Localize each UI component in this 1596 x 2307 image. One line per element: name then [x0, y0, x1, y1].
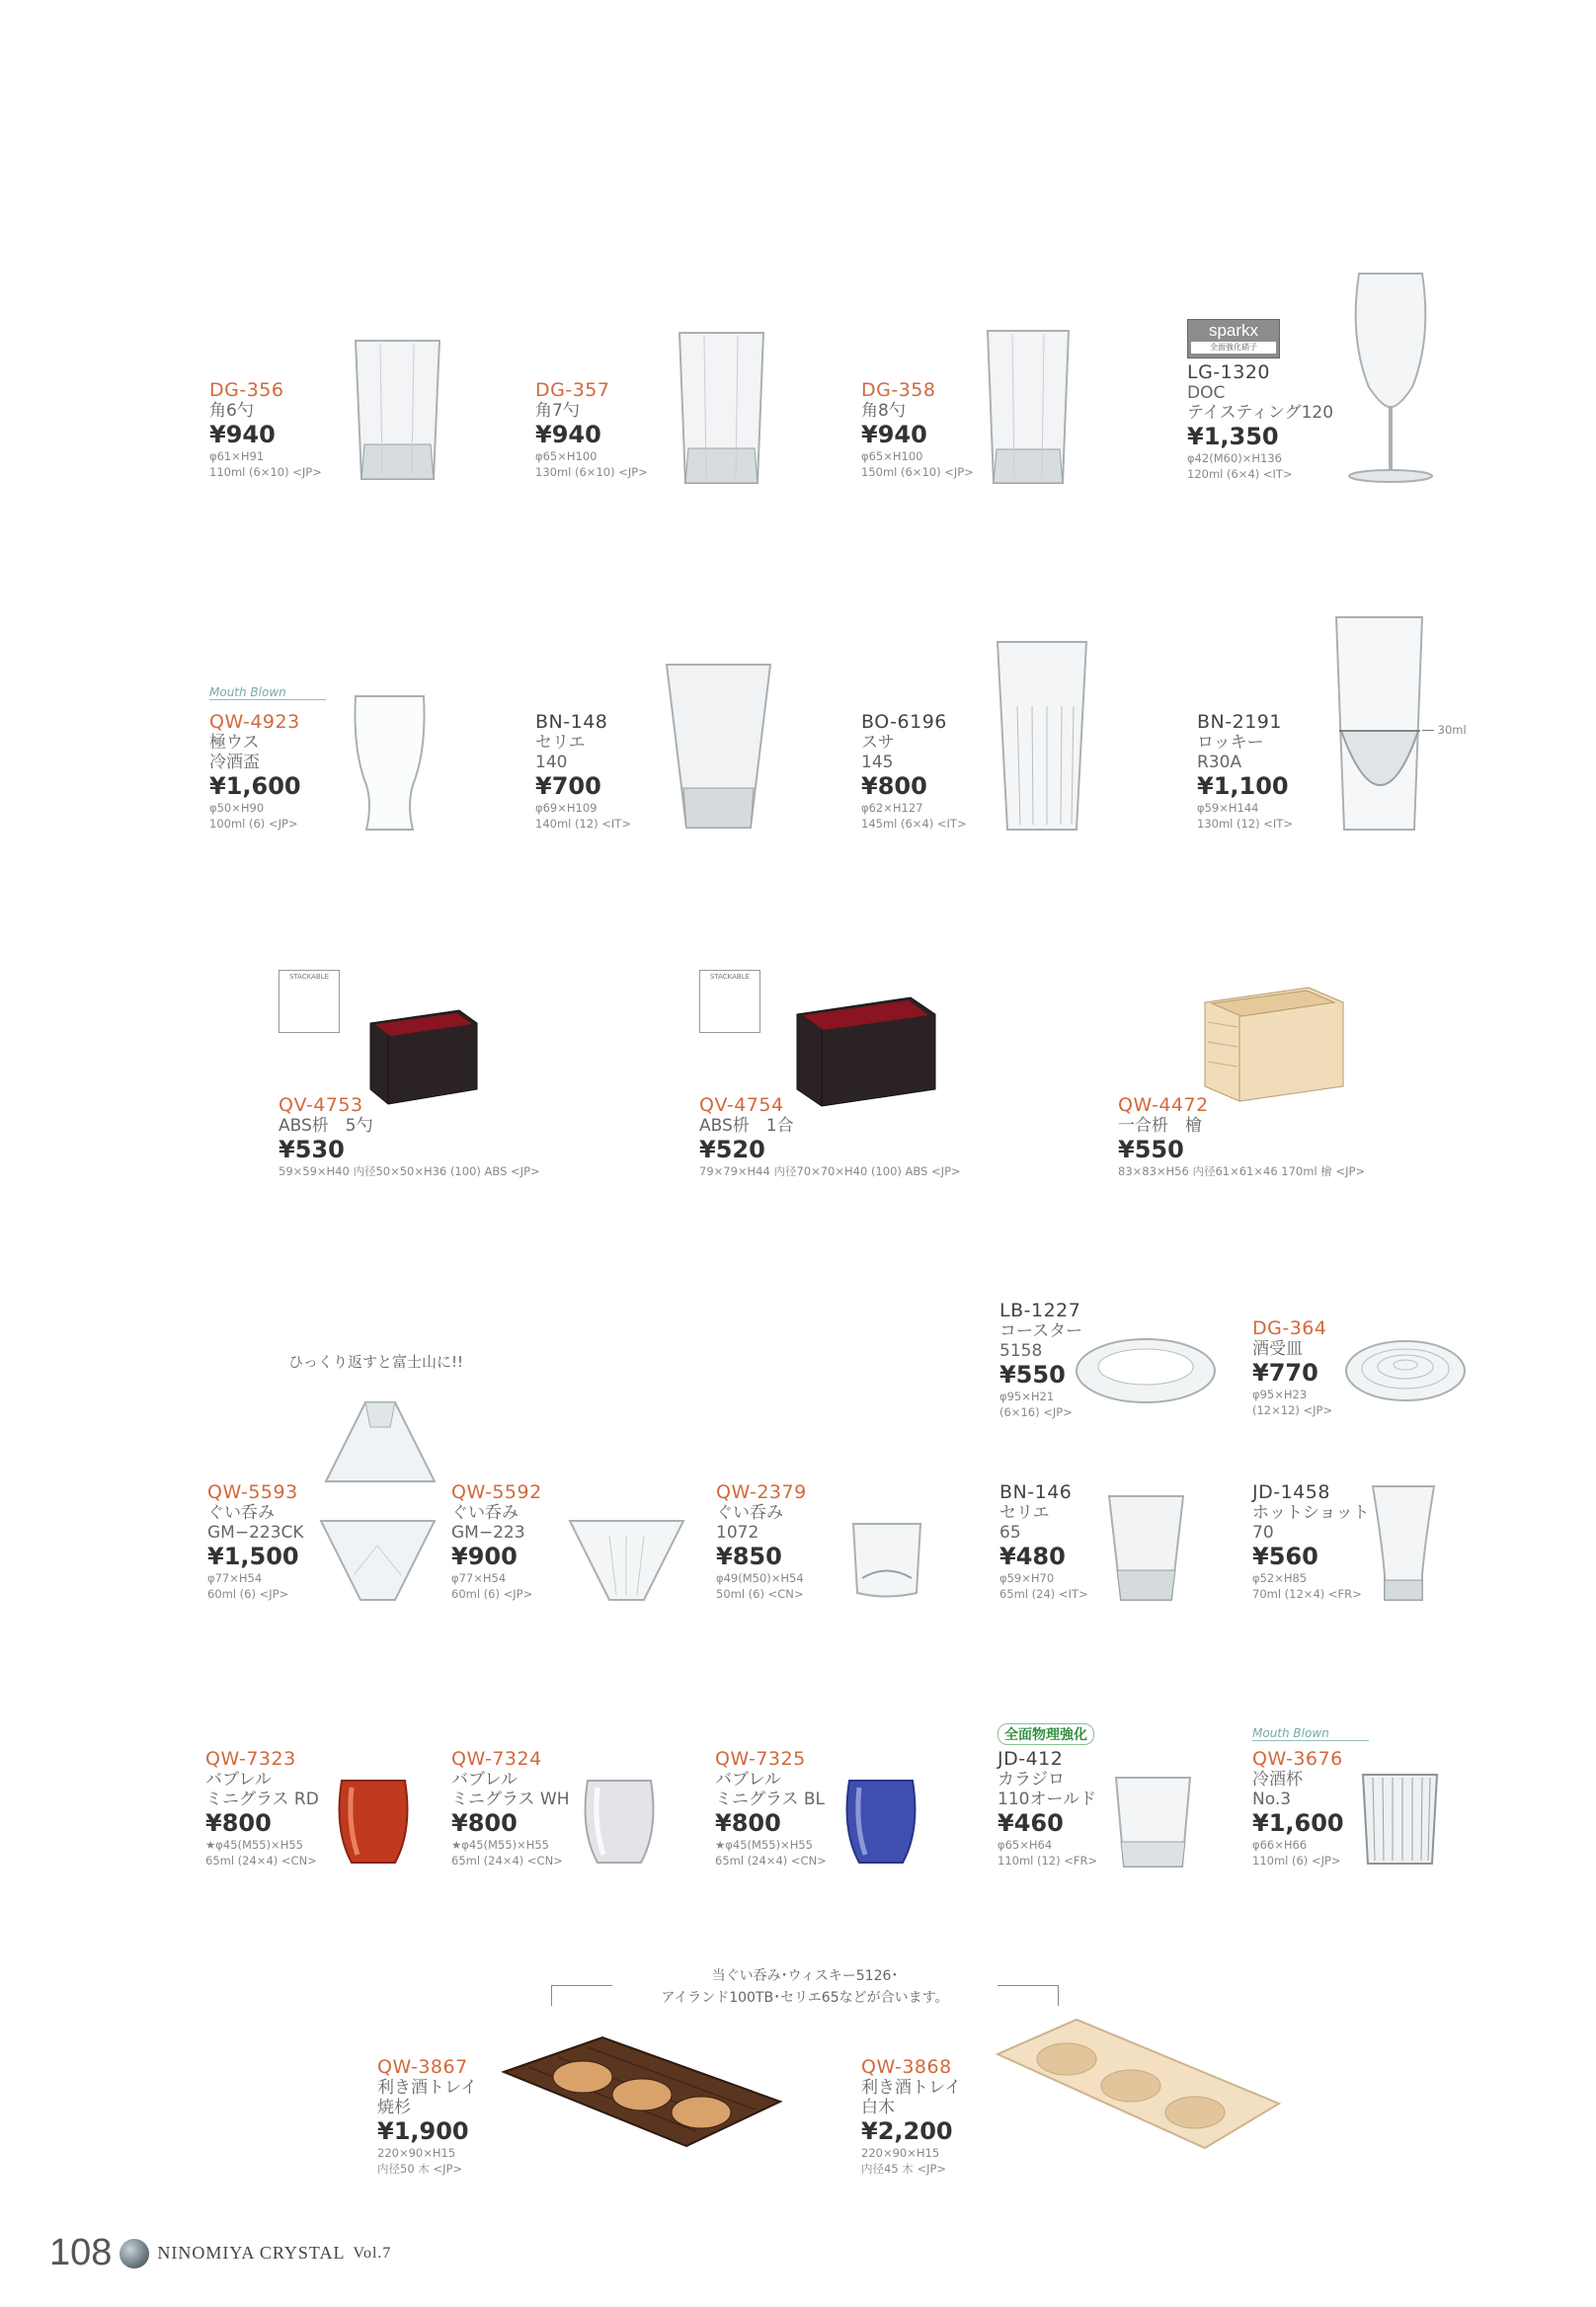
product-material: 内径50 木 <JP> — [377, 2162, 463, 2176]
fuji-caption: ひっくり返すと富士山に!! — [288, 1353, 464, 1371]
product-capacity: 150ml (6×10) <JP> — [861, 465, 974, 479]
product-price: ¥700 — [535, 772, 601, 800]
tray-qw-3868-white-wood-image — [993, 2010, 1284, 2158]
glass-dg-357-image — [675, 328, 768, 488]
globe-icon — [120, 2239, 149, 2268]
product-code: QW-3676 — [1252, 1748, 1343, 1770]
product-capacity: 130ml (6×10) <JP> — [535, 465, 648, 479]
product-name: 酒受皿 — [1252, 1339, 1303, 1359]
product-size: φ65×H64 — [998, 1838, 1053, 1852]
product-price: ¥800 — [451, 1809, 518, 1837]
product-code: QW-4923 — [209, 711, 300, 733]
product-name: コースター — [999, 1321, 1083, 1341]
product-name-2: 冷酒盃 — [209, 753, 260, 772]
product-size: φ65×H100 — [535, 449, 598, 463]
product-price: ¥560 — [1252, 1543, 1318, 1570]
product-jd-1458 — [1252, 1481, 1370, 1602]
glass-qw-3676-image — [1358, 1770, 1442, 1869]
product-size: φ61×H91 — [209, 449, 265, 463]
product-name: ロッキー — [1197, 733, 1264, 753]
product-name-2: R30A — [1197, 753, 1242, 772]
product-lb-1227 — [999, 1300, 1082, 1420]
measure-line-30ml — [1422, 722, 1467, 738]
product-name: バブレル — [715, 1770, 781, 1790]
product-capacity: 70ml (12×4) <FR> — [1252, 1587, 1362, 1601]
product-name-2: 焼杉 — [377, 2098, 411, 2117]
product-bn-146 — [999, 1481, 1088, 1602]
product-price: ¥550 — [999, 1361, 1066, 1389]
glass-bn-2191-image — [1331, 612, 1430, 835]
glass-dg-358-image — [983, 326, 1074, 488]
product-size: ★φ45(M55)×H55 — [205, 1838, 303, 1852]
product-bo-6196 — [861, 711, 967, 832]
product-name: バブレル — [205, 1770, 272, 1790]
product-capacity: 65ml (24×4) <CN> — [715, 1854, 827, 1868]
product-price: ¥800 — [861, 772, 927, 800]
tray-note — [612, 1965, 998, 2009]
product-name-2: 140 — [535, 753, 568, 772]
glass-dg-356-image — [351, 336, 444, 484]
product-qw-3867 — [377, 2056, 477, 2177]
product-price: ¥2,200 — [861, 2117, 953, 2145]
glass-qw-7325-blue-image — [841, 1776, 920, 1869]
product-material: 内径45 木 <JP> — [861, 2162, 947, 2176]
product-spec: 79×79×H44 内径70×70×H40 (100) ABS <JP> — [699, 1164, 961, 1178]
product-size: φ66×H66 — [1252, 1838, 1308, 1852]
product-name: 一合枡 檜 — [1118, 1116, 1202, 1136]
product-code: BN-146 — [999, 1481, 1073, 1503]
product-name: バブレル — [451, 1770, 518, 1790]
product-code: QW-7325 — [715, 1748, 806, 1770]
product-name-2: ミニグラス RD — [205, 1790, 319, 1809]
product-dg-357 — [535, 379, 648, 480]
product-size: 220×90×H15 — [377, 2146, 456, 2160]
product-name-2: 65 — [999, 1523, 1021, 1543]
product-name: 角8勺 — [861, 401, 906, 421]
guinomi-qw-2379-image — [847, 1519, 926, 1603]
product-price: ¥530 — [279, 1136, 345, 1163]
product-name-2: No.3 — [1252, 1790, 1292, 1809]
product-code: LG-1320 — [1187, 361, 1271, 383]
product-size: φ65×H100 — [861, 449, 923, 463]
product-price: ¥940 — [861, 421, 927, 448]
tempered-badge: 全面物理強化 — [998, 1723, 1094, 1745]
product-lg-1320 — [1187, 361, 1333, 482]
product-name: ぐい呑み — [451, 1503, 519, 1523]
sparkx-sub: 全面強化硝子 — [1191, 342, 1276, 354]
product-capacity: 130ml (12) <IT> — [1197, 817, 1293, 831]
page-number: 108 — [49, 2232, 113, 2273]
product-capacity: 60ml (6) <JP> — [451, 1587, 533, 1601]
product-code: JD-412 — [998, 1748, 1064, 1770]
product-qw-2379 — [716, 1481, 807, 1602]
product-name: セリエ — [535, 733, 586, 753]
product-qw-4472 — [1118, 1094, 1365, 1179]
sparkx-logo — [1187, 319, 1280, 358]
product-capacity: 120ml (6×4) <IT> — [1187, 467, 1293, 481]
saucer-dg-364-image — [1341, 1333, 1470, 1412]
glass-bo-6196-image — [993, 637, 1091, 835]
product-code: DG-364 — [1252, 1317, 1327, 1339]
product-name: スサ — [861, 733, 895, 753]
product-name-2: 5158 — [999, 1341, 1043, 1361]
product-qw-7323 — [205, 1748, 319, 1869]
product-capacity: 100ml (6) <JP> — [209, 817, 298, 831]
product-code: DG-357 — [535, 379, 610, 401]
product-price: ¥1,100 — [1197, 772, 1289, 800]
product-size: φ62×H127 — [861, 801, 923, 815]
product-price: ¥480 — [999, 1543, 1066, 1570]
product-price: ¥1,900 — [377, 2117, 469, 2145]
product-code: QW-2379 — [716, 1481, 807, 1503]
product-capacity: 145ml (6×4) <IT> — [861, 817, 967, 831]
product-price: ¥850 — [716, 1543, 782, 1570]
masu-qw-4472-image — [1200, 983, 1348, 1106]
product-name-2: テイスティング120 — [1187, 403, 1334, 423]
mouth-blown-label: Mouth Blown — [209, 685, 326, 700]
product-name: ホットショット — [1252, 1503, 1370, 1523]
product-name: ぐい呑み — [716, 1503, 783, 1523]
product-size: ★φ45(M55)×H55 — [715, 1838, 813, 1852]
product-code: QW-5592 — [451, 1481, 542, 1503]
product-price: ¥460 — [998, 1809, 1064, 1837]
product-capacity: 110ml (12) <FR> — [998, 1854, 1098, 1868]
product-capacity: (6×16) <JP> — [999, 1405, 1073, 1419]
product-capacity: (12×12) <JP> — [1252, 1403, 1333, 1417]
glass-lg-1320-image — [1341, 269, 1440, 488]
product-size: φ52×H85 — [1252, 1571, 1308, 1585]
product-price: ¥1,600 — [209, 772, 301, 800]
product-capacity: 140ml (12) <IT> — [535, 817, 631, 831]
glass-qw-7324-white-image — [580, 1776, 659, 1869]
product-size: ★φ45(M55)×H55 — [451, 1838, 549, 1852]
product-name: カラジロ — [998, 1770, 1065, 1790]
glass-jd-412-image — [1111, 1773, 1195, 1871]
product-name-2: GM−223 — [451, 1523, 525, 1543]
product-name: 利き酒トレイ — [861, 2078, 962, 2098]
product-size: φ95×H21 — [999, 1390, 1055, 1403]
guinomi-qw-5593-image — [316, 1516, 439, 1605]
product-size: φ59×H144 — [1197, 801, 1259, 815]
product-name-2: GM−223CK — [207, 1523, 304, 1543]
product-capacity: 110ml (6) <JP> — [1252, 1854, 1341, 1868]
product-code: BO-6196 — [861, 711, 947, 733]
product-code: JD-1458 — [1252, 1481, 1330, 1503]
tray-qw-3867-charred-image — [499, 2032, 785, 2151]
stackable-icon — [699, 970, 760, 1033]
product-capacity: 65ml (24) <IT> — [999, 1587, 1088, 1601]
product-code: QV-4754 — [699, 1094, 784, 1116]
masu-qv-4754-image — [792, 993, 940, 1111]
product-name: ABS枡 1合 — [699, 1116, 794, 1136]
product-size: φ69×H109 — [535, 801, 598, 815]
product-price: ¥800 — [205, 1809, 272, 1837]
product-name: 角7勺 — [535, 401, 580, 421]
product-capacity: 65ml (24×4) <CN> — [205, 1854, 317, 1868]
sparkx-brand: sparkx — [1208, 321, 1259, 340]
product-code: BN-148 — [535, 711, 608, 733]
product-price: ¥800 — [715, 1809, 781, 1837]
guinomi-fuji-inverted-image — [321, 1397, 439, 1486]
product-capacity: 110ml (6×10) <JP> — [209, 465, 322, 479]
product-qw-5592 — [451, 1481, 542, 1602]
product-name-2: 110オールド — [998, 1790, 1097, 1809]
product-price: ¥900 — [451, 1543, 518, 1570]
product-price: ¥1,600 — [1252, 1809, 1344, 1837]
product-name-2: ミニグラス WH — [451, 1790, 570, 1809]
product-name: セリエ — [999, 1503, 1050, 1523]
product-name: 極ウス — [209, 733, 260, 753]
product-price: ¥940 — [535, 421, 601, 448]
product-name: 角6勺 — [209, 401, 254, 421]
product-price: ¥1,350 — [1187, 423, 1279, 450]
page-footer — [49, 2232, 391, 2274]
product-spec: 59×59×H40 内径50×50×H36 (100) ABS <JP> — [279, 1164, 540, 1178]
product-code: DG-358 — [861, 379, 936, 401]
brand-name: NINOMIYA CRYSTAL — [157, 2243, 346, 2263]
tray-note-line-1: 当ぐい呑み･ウィスキー5126･ — [711, 1968, 899, 1984]
product-name-2: 70 — [1252, 1523, 1274, 1543]
glass-bn-148-image — [662, 660, 775, 833]
product-capacity: 65ml (24×4) <CN> — [451, 1854, 563, 1868]
product-name: 冷酒杯 — [1252, 1770, 1303, 1790]
volume-label: Vol.7 — [353, 2244, 392, 2262]
product-capacity: 50ml (6) <CN> — [716, 1587, 804, 1601]
product-qw-5593 — [207, 1481, 304, 1602]
product-bn-2191 — [1197, 711, 1293, 832]
product-name-2: 145 — [861, 753, 894, 772]
product-code: DG-356 — [209, 379, 284, 401]
product-price: ¥550 — [1118, 1136, 1184, 1163]
product-name-2: 1072 — [716, 1523, 759, 1543]
product-qw-3868 — [861, 2056, 961, 2177]
product-qw-7324 — [451, 1748, 570, 1869]
product-capacity: 60ml (6) <JP> — [207, 1587, 289, 1601]
product-code: QW-7324 — [451, 1748, 542, 1770]
product-dg-356 — [209, 379, 322, 480]
product-name-2: ミニグラス BL — [715, 1790, 826, 1809]
product-bn-148 — [535, 711, 631, 832]
product-code: LB-1227 — [999, 1300, 1081, 1321]
product-qv-4754 — [699, 1094, 961, 1179]
product-code: QW-5593 — [207, 1481, 298, 1503]
product-price: ¥520 — [699, 1136, 765, 1163]
product-jd-412 — [998, 1748, 1097, 1869]
product-size: φ49(M50)×H54 — [716, 1571, 804, 1585]
product-code: QW-3868 — [861, 2056, 952, 2078]
product-size: φ77×H54 — [451, 1571, 507, 1585]
tray-note-line-2: アイランド100TB･セリエ65などが合います。 — [661, 1990, 949, 2006]
measure-label: 30ml — [1437, 723, 1467, 737]
product-qw-7325 — [715, 1748, 827, 1869]
product-size: φ77×H54 — [207, 1571, 263, 1585]
glass-qw-4923-image — [348, 691, 432, 835]
product-size: φ50×H90 — [209, 801, 265, 815]
product-code: QW-7323 — [205, 1748, 296, 1770]
stackable-label: STACKABLE — [288, 973, 330, 981]
coaster-lb-1227-image — [1072, 1333, 1220, 1412]
product-name: ぐい呑み — [207, 1503, 275, 1523]
product-price: ¥1,500 — [207, 1543, 299, 1570]
stackable-icon — [279, 970, 340, 1033]
product-spec: 83×83×H56 内径61×61×46 170ml 檜 <JP> — [1118, 1164, 1366, 1178]
product-dg-364 — [1252, 1317, 1332, 1418]
guinomi-qw-5592-image — [565, 1516, 688, 1605]
product-size: φ95×H23 — [1252, 1388, 1308, 1401]
product-name: ABS枡 5勺 — [279, 1116, 373, 1136]
product-dg-358 — [861, 379, 974, 480]
product-name: DOC — [1187, 383, 1226, 403]
product-price: ¥770 — [1252, 1359, 1318, 1387]
product-qw-3676 — [1252, 1748, 1344, 1869]
glass-qw-7323-red-image — [334, 1776, 413, 1869]
product-size: φ59×H70 — [999, 1571, 1055, 1585]
glass-bn-146-image — [1104, 1491, 1188, 1605]
product-qw-4923 — [209, 711, 301, 832]
stackable-label: STACKABLE — [709, 973, 751, 981]
product-code: QW-4472 — [1118, 1094, 1209, 1116]
product-size: φ42(M60)×H136 — [1187, 451, 1282, 465]
mouth-blown-label: Mouth Blown — [1252, 1726, 1369, 1741]
glass-jd-1458-image — [1368, 1481, 1439, 1605]
product-code: QV-4753 — [279, 1094, 363, 1116]
product-size: 220×90×H15 — [861, 2146, 940, 2160]
product-code: QW-3867 — [377, 2056, 468, 2078]
product-name-2: 白木 — [861, 2098, 895, 2117]
product-name: 利き酒トレイ — [377, 2078, 478, 2098]
product-qv-4753 — [279, 1094, 540, 1179]
product-price: ¥940 — [209, 421, 276, 448]
product-code: BN-2191 — [1197, 711, 1282, 733]
